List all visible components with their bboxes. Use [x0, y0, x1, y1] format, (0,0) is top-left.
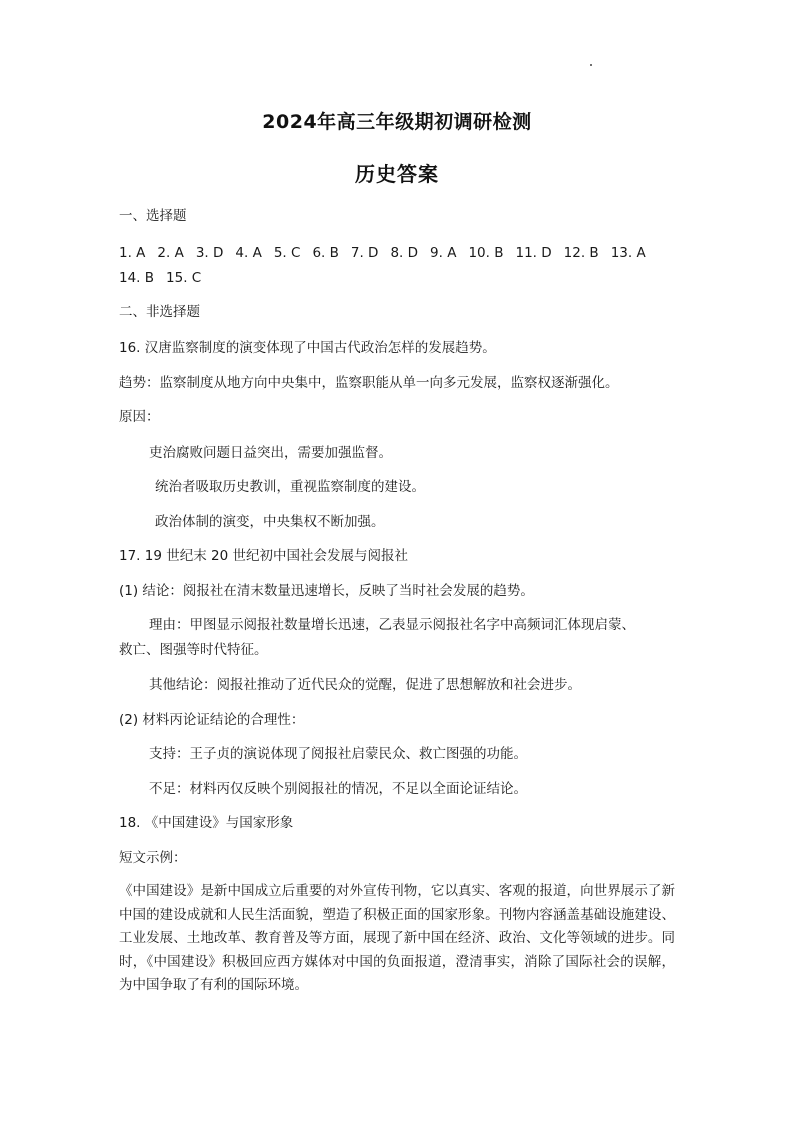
- answer-item: 11. D: [515, 245, 552, 261]
- q17-title: 17. 19 世纪末 20 世纪初中国社会发展与阅报社: [119, 548, 408, 564]
- answer-item: 2. A: [157, 245, 184, 261]
- q16-reason-label: 原因：: [119, 409, 160, 425]
- answer-item: 4. A: [235, 245, 262, 261]
- answer-item: 1. A: [119, 245, 146, 261]
- answer-list: [119, 241, 679, 291]
- q17-part1-reason-line1: 理由：甲图显示阅报社数量增长迅速，乙表显示阅报社名字中高频词汇体现启蒙、: [149, 617, 635, 633]
- section2-heading: 二、非选择题: [119, 304, 200, 320]
- answer-item: 3. D: [195, 245, 224, 261]
- answer-item: 15. C: [166, 270, 202, 286]
- q16-reason-item: 统治者吸取历史教训，重视监察制度的建设。: [155, 479, 425, 495]
- answer-item: 10. B: [468, 245, 504, 261]
- q17-part1-reason-line2: 救亡、图强等时代特征。: [119, 642, 268, 658]
- answer-item: 8. D: [390, 245, 419, 261]
- q17-part2-lack: 不足：材料丙仅反映个别阅报社的情况，不足以全面论证结论。: [149, 781, 527, 797]
- q17-part1-other: 其他结论：阅报社推动了近代民众的觉醒，促进了思想解放和社会进步。: [149, 677, 581, 693]
- q16-trend: 趋势：监察制度从地方向中央集中，监察职能从单一向多元发展，监察权逐渐强化。: [119, 375, 619, 391]
- q18-title: 18. 《中国建设》与国家形象: [119, 815, 294, 831]
- q16-reason-item: 吏治腐败问题日益突出，需要加强监督。: [149, 445, 392, 461]
- answer-item: 6. B: [312, 245, 339, 261]
- page-subtitle: 历史答案: [355, 162, 439, 186]
- q16-title: 16. 汉唐监察制度的演变体现了中国古代政治怎样的发展趋势。: [119, 340, 496, 356]
- q17-part2-support: 支持：王子贞的演说体现了阅报社启蒙民众、救亡图强的功能。: [149, 746, 527, 762]
- q18-essay: 《中国建设》是新中国成立后重要的对外宣传刊物，它以真实、客观的报道，向世界展示了新中国的建设成就和人民生活面貌，塑造了积极正面的国家形象。刊物内容涵盖基础设施建设、工业发展、土地改革、教育普及等方面，展现了新中国在经济、政治、文化等领域的进步。同时，《中国建设》积极回应西方媒体对中国的负面报道，澄清事实，消除了国际社会的误解，为中国争取了有利的国际环境。: [119, 883, 675, 993]
- q17-part1-conclusion: (1) 结论：阅报社在清末数量迅速增长，反映了当时社会发展的趋势。: [119, 583, 534, 599]
- q17-part2-title: (2) 材料丙论证结论的合理性：: [119, 712, 305, 728]
- answer-item: 7. D: [350, 245, 379, 261]
- scan-dot: [590, 64, 592, 66]
- q18-example-label: 短文示例：: [119, 850, 187, 866]
- page-title: 2024年高三年级期初调研检测: [262, 111, 532, 133]
- answer-item: 9. A: [430, 245, 457, 261]
- answer-item: 14. B: [119, 270, 155, 286]
- answer-item: 5. C: [273, 245, 301, 261]
- section1-heading: 一、选择题: [119, 208, 187, 224]
- answer-item: 12. B: [563, 245, 599, 261]
- q16-reason-item: 政治体制的演变，中央集权不断加强。: [155, 514, 385, 530]
- answer-item: 13. A: [610, 245, 646, 261]
